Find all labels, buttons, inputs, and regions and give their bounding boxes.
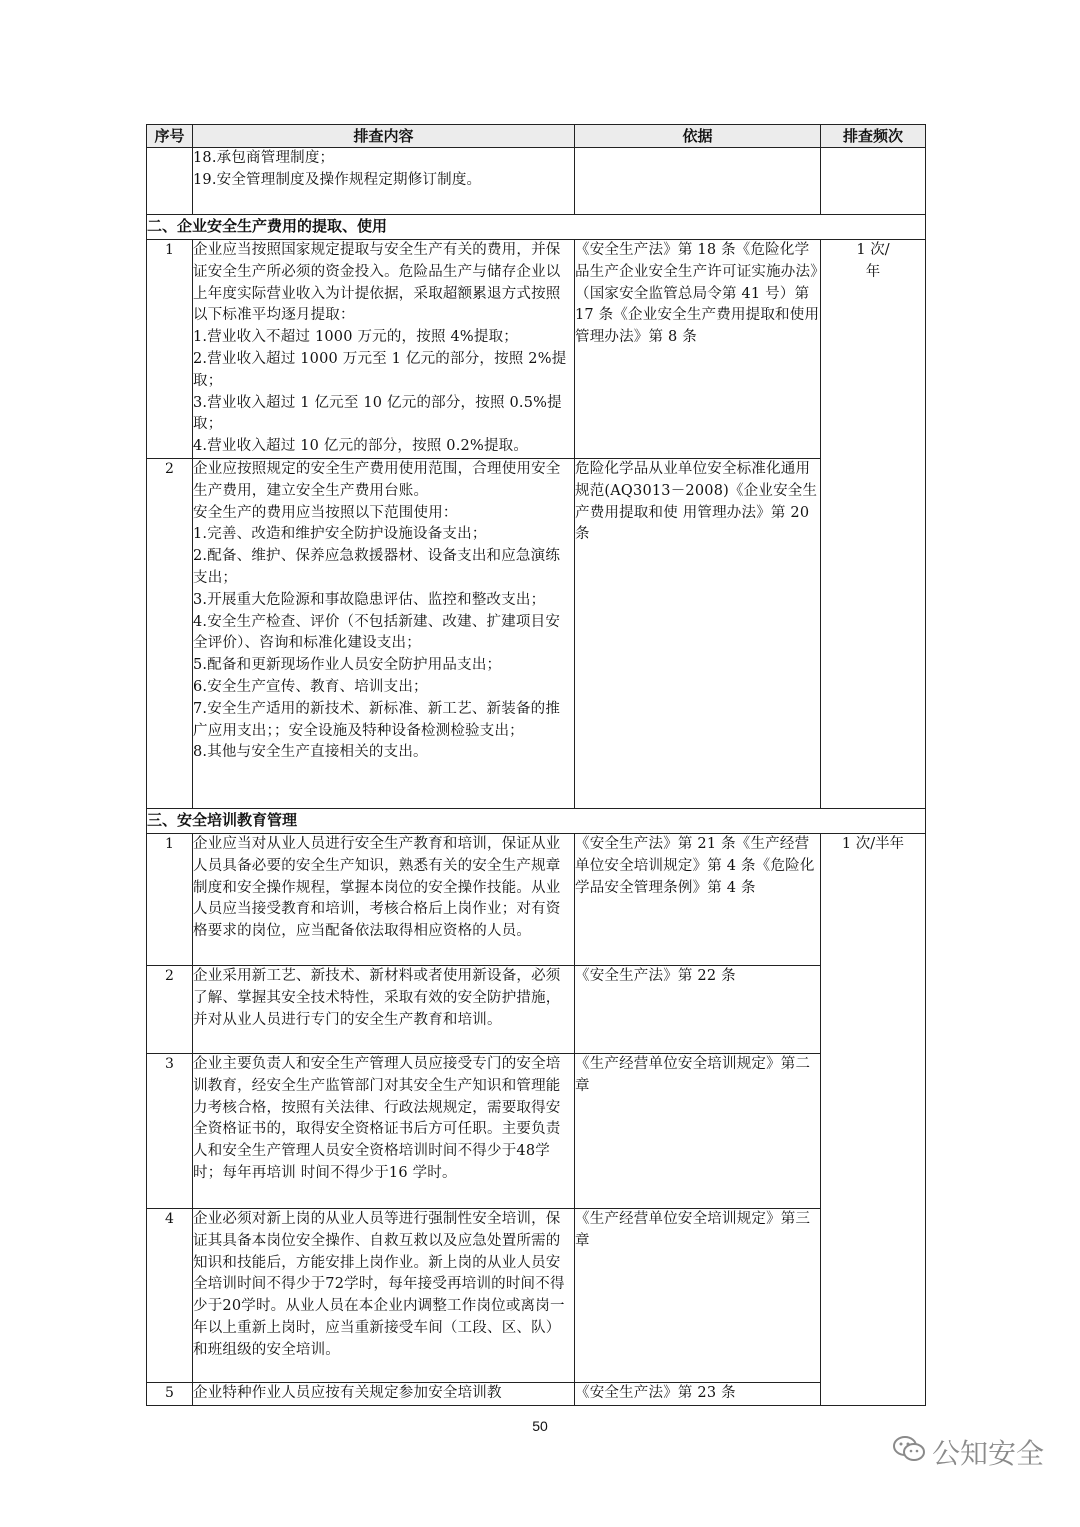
content-line: 3.开展重大危险源和事故隐患评估、监控和整改支出； <box>193 591 546 608</box>
table-row <box>147 459 926 809</box>
row-index <box>147 148 193 215</box>
header-basis: 依据 <box>575 125 821 148</box>
section-title: 三、安全培训教育管理 <box>147 809 926 834</box>
section-heading-row <box>147 809 926 834</box>
row-content: 企业应当对从业人员进行安全生产教育和培训，保证从业人员具备必要的安全生产知识，熟悉有关的安全生产规章制度和安全操作规程，掌握本岗位的安全操作技能。从业人员应当接受教育和培训，考核合格后上岗作业；对有资格要求的岗位，应当配备依法取得相应资格的人员。 <box>193 834 575 966</box>
content-line: 2.营业收入超过 1000 万元至 1 亿元的部分，按照 2%提取； <box>193 350 567 389</box>
row-basis: 《安全生产法》第 21 条《生产经营单位安全培训规定》第 4 条《危险化学品安全管理条例》第 4 条 <box>575 834 821 966</box>
watermark-text: 公知安全 <box>931 1437 1044 1470</box>
frequency-text: 1 次/ 年 <box>856 242 890 280</box>
row-index: 2 <box>147 966 193 1054</box>
table-header-row <box>147 125 926 148</box>
row-content <box>193 240 575 459</box>
content-line: 1.完善、改造和维护安全防护设施设备支出； <box>193 526 487 543</box>
content-line: 1.营业收入不超过 1000 万元的，按照 4%提取； <box>193 329 518 346</box>
row-basis: 《生产经营单位安全培训规定》第二章 <box>575 1054 821 1209</box>
header-content: 排查内容 <box>193 125 575 148</box>
row-index: 1 <box>147 834 193 966</box>
content-line: 安全生产的费用应当按照以下范围使用： <box>193 504 458 521</box>
row-basis: 《生产经营单位安全培训规定》第三章 <box>575 1209 821 1383</box>
row-index: 2 <box>147 459 193 809</box>
content-line: 6.安全生产宣传、教育、培训支出； <box>193 678 428 695</box>
content-line: 4.安全生产检查、评价（不包括新建、改建、扩建项目安全评价）、咨询和标准化建设支出； <box>193 613 561 652</box>
row-index: 5 <box>147 1383 193 1406</box>
table-row <box>147 966 926 1054</box>
content-line: 企业应当按照国家规定提取与安全生产有关的费用，并保证安全生产所必须的资金投入。危险品生产与储存企业以上年度实际营业收入为计提依据，采取超额累退方式按照以下标准平均逐月提取： <box>193 242 561 324</box>
content-line: 4.营业收入超过 10 亿元的部分，按照 0.2%提取。 <box>193 438 529 455</box>
section-heading-row <box>147 215 926 240</box>
row-content <box>193 459 575 809</box>
table-row <box>147 1209 926 1383</box>
row-basis: 危险化学品从业单位安全标准化通用规范(AQ3013－2008)《企业安全生产费用提取和使 用管理办法》第 20 条 <box>575 459 821 809</box>
row-frequency: 1 次/半年 <box>821 834 926 1406</box>
row-basis: 《安全生产法》第 23 条 <box>575 1383 821 1406</box>
table-row <box>147 834 926 966</box>
row-content: 企业必须对新上岗的从业人员等进行强制性安全培训，保证其具备本岗位安全操作、自救互救以及应急处置所需的知识和技能后，方能安排上岗作业。新上岗的从业人员安全培训时间不得少于72学时，每年接受再培训的时间不得少于20学时。从业人员在本企业内调整工作岗位或离岗一年以上重新上岗时，应当重新接受车间（工段、区、队）和班组级的安全培训。 <box>193 1209 575 1383</box>
content-line: 19.安全管理制度及操作规程定期修订制度。 <box>193 171 482 188</box>
content-line: 18.承包商管理制度； <box>193 150 335 166</box>
table-row <box>147 1383 926 1406</box>
header-seq: 序号 <box>147 125 193 148</box>
content-line: 5.配备和更新现场作业人员安全防护用品支出； <box>193 657 502 674</box>
section-title: 二、企业安全生产费用的提取、使用 <box>147 215 926 240</box>
content-line: 7.安全生产适用的新技术、新标准、新工艺、新装备的推广应用支出；；安全设施及特种设备检测检验支出； <box>193 700 561 739</box>
inspection-table <box>146 124 926 1406</box>
content-line: 3.营业收入超过 1 亿元至 10 亿元的部分，按照 0.5%提取； <box>193 394 562 433</box>
row-index: 1 <box>147 240 193 459</box>
row-basis: 《安全生产法》第 22 条 <box>575 966 821 1054</box>
row-content <box>193 148 575 215</box>
row-basis <box>575 148 821 215</box>
watermark <box>892 1432 1044 1472</box>
row-index: 3 <box>147 1054 193 1209</box>
row-basis: 《安全生产法》第 18 条《危险化学品生产企业安全生产许可证实施办法》（国家安全监管总局令第 41 号）第 17 条《企业安全生产费用提取和使用管理办法》第 8 条 <box>575 240 821 459</box>
table-row <box>147 148 926 215</box>
row-content: 企业特种作业人员应按有关规定参加安全培训教 <box>193 1383 575 1406</box>
row-content: 企业采用新工艺、新技术、新材料或者使用新设备，必须了解、掌握其安全技术特性，采取有效的安全防护措施，并对从业人员进行专门的安全生产教育和培训。 <box>193 966 575 1054</box>
wechat-icon <box>892 1434 932 1471</box>
row-content: 企业主要负责人和安全生产管理人员应接受专门的安全培训教育，经安全生产监管部门对其安全生产知识和管理能力考核合格，按照有关法律、行政法规规定，需要取得安全资格证书的，取得安全资格证书后方可任职。主要负责人和安全生产管理人员安全资格培训时间不得少于48学时；每年再培训 时间不得少于16 学时。 <box>193 1054 575 1209</box>
table-row <box>147 1054 926 1209</box>
row-frequency <box>821 240 926 809</box>
page-number: 50 <box>532 1418 548 1434</box>
content-line: 8.其他与安全生产直接相关的支出。 <box>193 744 428 761</box>
table-row <box>147 240 926 459</box>
row-index: 4 <box>147 1209 193 1383</box>
header-frequency: 排查频次 <box>821 125 926 148</box>
row-frequency <box>821 148 926 215</box>
content-line: 企业应按照规定的安全生产费用使用范围，合理使用安全生产费用，建立安全生产费用台账。 <box>193 461 561 499</box>
content-line: 2.配备、维护、保养应急救援器材、设备支出和应急演练支出； <box>193 548 561 586</box>
